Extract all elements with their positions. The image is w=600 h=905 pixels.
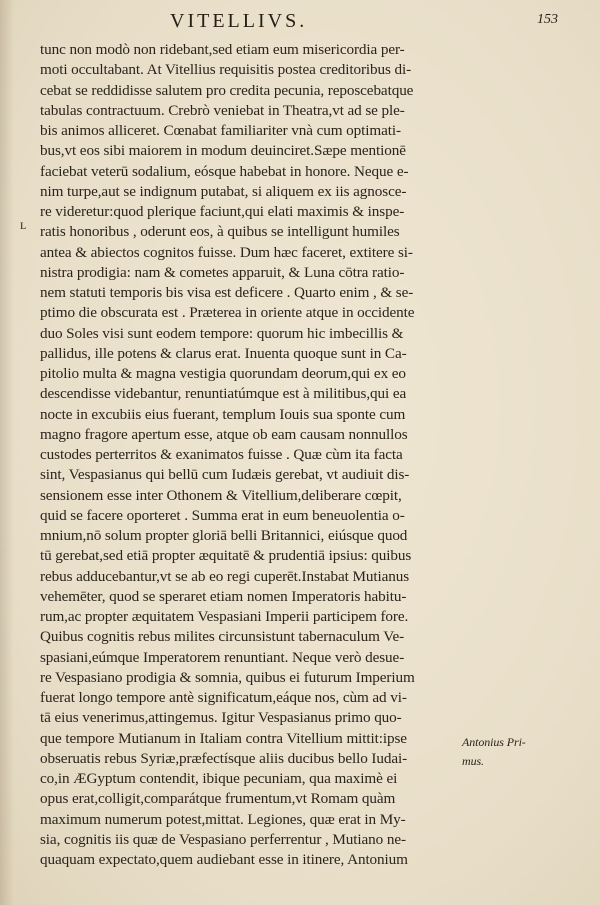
body-text (40, 40, 460, 870)
text-line: magno fragore apertum esse, atque ob eam causam nonnullos (40, 425, 408, 443)
text-line: ptimo die obscurata est . Præterea in oriente atque in occidente (40, 304, 415, 322)
text-line: sint, Vespasianus qui bellū cum Iudæis gerebat, vt audiuit dis- (40, 466, 410, 484)
text-line: tunc non modò non ridebant,sed etiam eum misericordia per- (40, 41, 405, 58)
text-line: opus erat,colligit,comparátque frumentum,vt Romam quàm (40, 790, 396, 808)
margin-note (462, 733, 526, 771)
text-line: co,in ÆGyptum contendit, ibique pecuniam, qua maximè ei (40, 770, 398, 787)
text-line: pitolio multa & magna vestigia quorundam deorum,qui ex eo (40, 365, 406, 382)
text-line: duo Soles visi sunt eodem tempore: quorum hic imbecillis & (40, 324, 404, 342)
text-line: vehemēter, quod se speraret etiam nomen Imperatoris habitu- (40, 587, 407, 605)
text-line: nem statuti temporis bis visa est deficere . Quarto enim , & se- (40, 284, 414, 301)
text-line: custodes perterritos & exanimatos fuisse . Quæ cùm ita facta (40, 446, 403, 463)
text-line: Quibus cognitis rebus milites circunsistunt tabernaculum Ve- (40, 628, 405, 646)
margin-mark: ʟ (20, 218, 27, 233)
text-line: faciebat veterū sodalium, eósque habebat in honore. Neque e- (40, 162, 409, 180)
text-line: fuerat longo tempore antè significatum,eáque nos, cùm ad vi- (40, 689, 407, 706)
text-line: maximum numerum potest,mittat. Legiones, quæ erat in My- (40, 810, 406, 828)
gutter-shadow (0, 0, 14, 905)
running-head: VITELLIVS. (170, 10, 308, 32)
text-line: descendisse videbantur, renuntiatúmque est à militibus,qui ea (40, 385, 407, 403)
text-line: rum,ac propter æquitatem Vespasiani Imperii participem fore. (40, 608, 409, 625)
text-line: tū gerebat,sed etiā propter æquitatē & prudentiā ipsius: quibus (40, 547, 412, 565)
text-line: quaquam expectato,quem audiebant esse in itinere, Antonium (40, 851, 408, 868)
text-line: spasiani,eúmque Imperatorem renuntiant. Neque verò desue- (40, 648, 405, 666)
text-line: sia, cognitis iis quæ de Vespasiano perferrentur , Mutiano ne- (40, 830, 406, 848)
text-line: antea & abiectos cognitos fuisse. Dum hæc faceret, extitere si- (40, 243, 413, 261)
text-line: re Vespasiano prodigia & somnia, quibus ei futurum Imperium (40, 668, 415, 686)
margin-note-line: Antonius Pri- (462, 735, 526, 749)
text-line: moti occultabant. At Vitellius requisitis postea creditoribus di- (40, 61, 412, 79)
text-line: nistra prodigia: nam & cometes apparuit, & Luna cōtra ratio- (40, 263, 405, 281)
text-line: rebus adducebantur,vt se ab eo regi cuperēt.Instabat Mutianus (40, 567, 410, 585)
page-number: 153 (537, 12, 558, 27)
text-line: tabulas contractuum. Crebrò veniebat in Theatra,vt ad se ple- (40, 101, 405, 119)
text-line: tā eius venerimus,attingemus. Igitur Vespasianus primo quo- (40, 709, 402, 727)
page-header (0, 10, 600, 40)
text-line: sensionem esse inter Othonem & Vitellium,deliberare cœpit, (40, 486, 402, 504)
text-line: que tempore Mutianum in Italiam contra Vitellium mittit:ipse (40, 729, 407, 747)
text-line: bus,vt eos sibi maiorem in modum deuinciret.Sæpe mentionē (40, 142, 406, 160)
text-line: quid se facere oporteret . Summa erat in eum beneuolentia o- (40, 506, 405, 524)
text-line: cebat se reddidisse salutem pro credita pecunia, reposcebatque (40, 81, 414, 99)
text-line: bis animos alliceret. Cœnabat familiariter vnà cum optimati- (40, 122, 401, 139)
text-line: ratis honoribus , oderunt eos, à quibus se intelligunt humiles (40, 223, 400, 241)
text-line: mnium,nō solum propter gloriā belli Britannici, eiúsque quod (40, 527, 408, 544)
text-line: pallidus, ille potens & clarus erat. Inuenta quoque sunt in Ca- (40, 344, 407, 362)
text-line: re videretur:quod plerique faciunt,qui elati maximis & inspe- (40, 203, 405, 220)
text-line: obseruatis rebus Syriæ,præfectísque aliis ducibus bello Iudai- (40, 749, 408, 767)
text-line: nocte in excubiis eius fuerant, templum Iouis sua sponte cum (40, 405, 406, 423)
text-line: nim turpe,aut se indignum putabat, si aliquem ex iis agnosce- (40, 182, 407, 200)
margin-note-line: mus. (462, 754, 484, 768)
